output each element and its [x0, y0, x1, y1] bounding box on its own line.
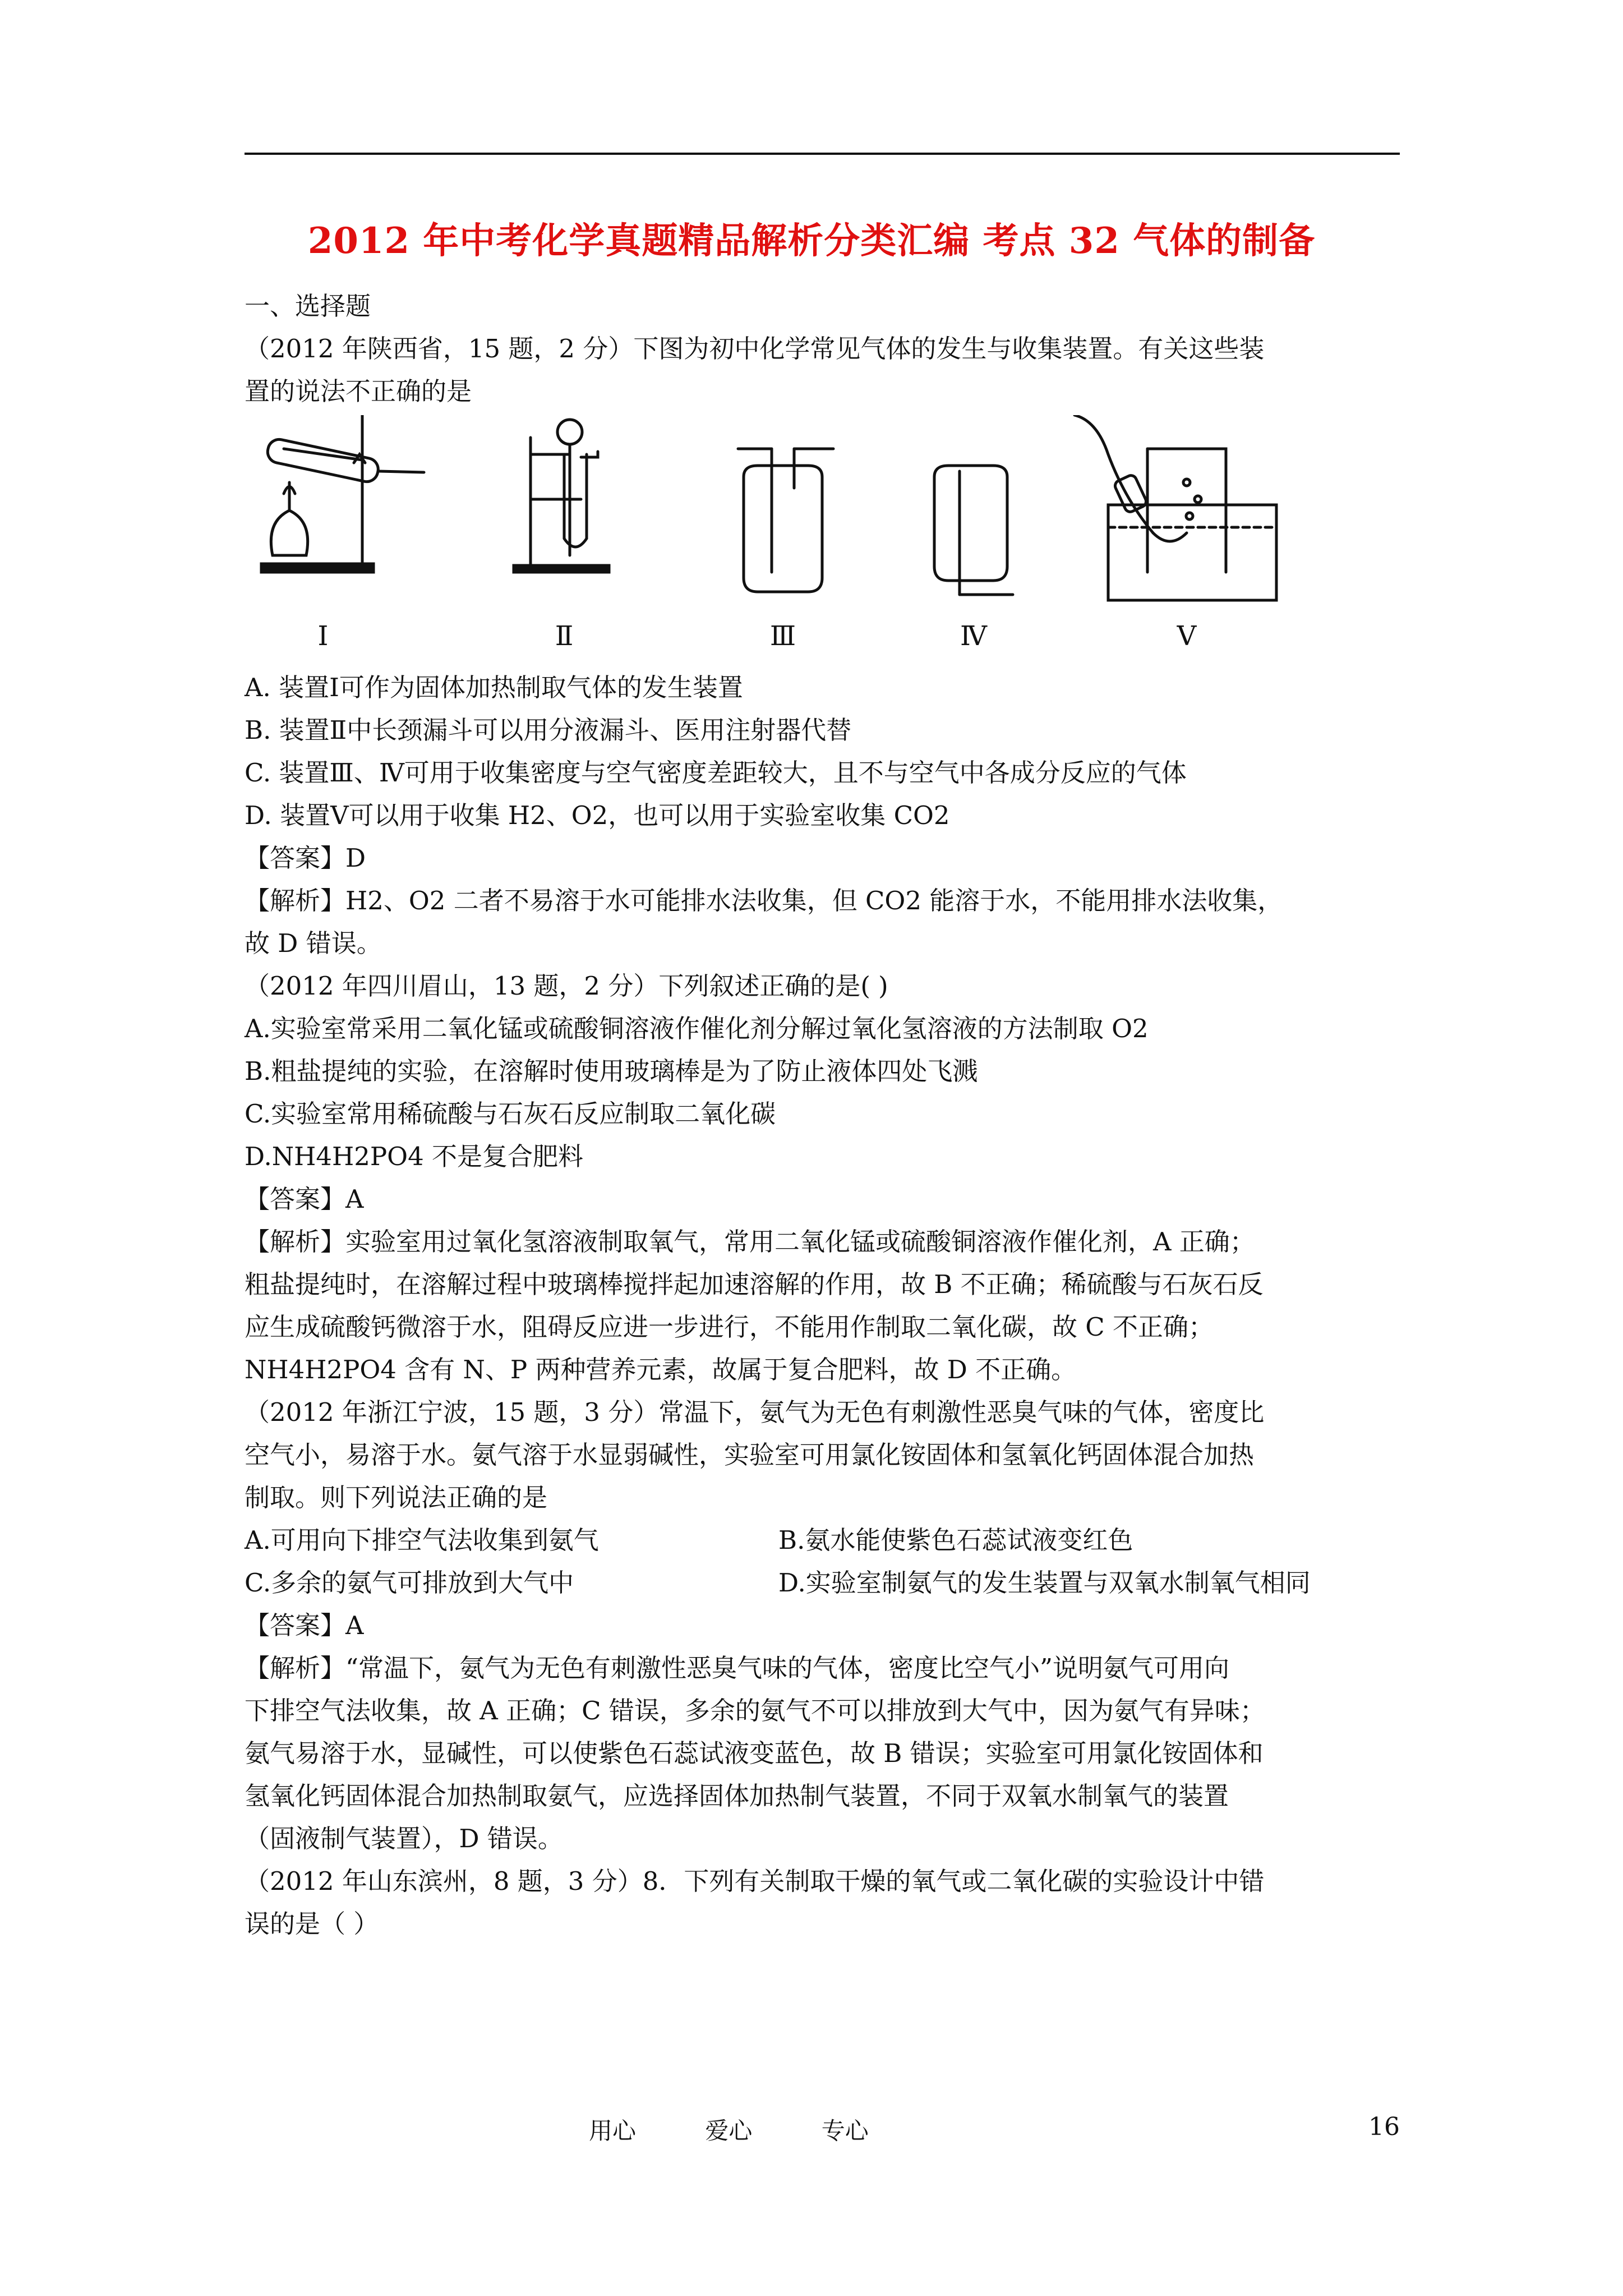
q3-analysis-line: 氨气易溶于水，显碱性，可以使紫色石蕊试液变蓝色，故 B 错误；实验室可用氯化铵固体和	[245, 1738, 1264, 1768]
q3-option-row	[245, 1519, 1400, 1562]
q3-analysis-line: 下排空气法收集，故 A 正确；C 错误，多余的氨气不可以排放到大气中，因为氨气有异味；	[245, 1696, 1265, 1726]
q4-line: 误的是（ ）	[245, 1909, 379, 1939]
q3-line: 制取。则下列说法正确的是	[245, 1483, 548, 1512]
q1-option: B. 装置Ⅱ中长颈漏斗可以用分液漏斗、医用注射器代替	[245, 715, 852, 745]
q2-option: D.NH4H2PO4 不是复合肥料	[245, 1142, 584, 1171]
q1-analysis-line: 故 D 错误。	[245, 928, 382, 958]
q2-analysis-line: 【解析】实验室用过氧化氢溶液制取氧气，常用二氧化锰或硫酸铜溶液作催化剂，A 正确；	[245, 1227, 1255, 1257]
apparatus-3-drawing	[738, 449, 833, 592]
apparatus-1-drawing	[261, 415, 424, 572]
q2-analysis-line: 应生成硫酸钙微溶于水，阻碍反应进一步进行，不能用作制取二氧化碳，故 C 不正确；	[245, 1312, 1214, 1342]
figure-label-3: Ⅲ	[769, 620, 796, 652]
q1-option: C. 装置Ⅲ、Ⅳ可用于收集密度与空气密度差距较大，且不与空气中各成分反应的气体	[245, 758, 1187, 788]
footer-motto: 用心 爱心 专心	[589, 2117, 869, 2145]
apparatus-figure	[245, 415, 1400, 662]
q3-option: A.可用向下排空气法收集到氨气	[245, 1525, 599, 1555]
figure-label-4: Ⅳ	[960, 620, 987, 652]
page-title: 2012 年中考化学真题精品解析分类汇编 考点 32 气体的制备	[307, 220, 1316, 262]
figure-label-5: Ⅴ	[1177, 620, 1197, 652]
q1-analysis-line: 【解析】H2、O2 二者不易溶于水可能排水法收集，但 CO2 能溶于水，不能用排水法收集，	[245, 886, 1283, 915]
q3-analysis-line: 氢氧化钙固体混合加热制取氨气，应选择固体加热制气装置，不同于双氧水制氧气的装置	[245, 1781, 1229, 1811]
apparatus-5-drawing	[1075, 415, 1276, 600]
q3-answer: 【答案】A	[245, 1611, 364, 1640]
q1-answer: 【答案】D	[245, 843, 366, 873]
q3-line: 空气小，易溶于水。氨气溶于水显弱碱性，实验室可用氯化铵固体和氢氧化钙固体混合加热	[245, 1440, 1255, 1470]
q3-option: D.实验室制氨气的发生装置与双氧水制氧气相同	[778, 1568, 1311, 1598]
q2-line: （2012 年四川眉山，13 题，2 分）下列叙述正确的是( )	[245, 971, 888, 1001]
q4-line: （2012 年山东滨州，8 题，3 分）8．下列有关制取干燥的氧气或二氧化碳的实验设计中错	[245, 1866, 1265, 1896]
apparatus-4-drawing	[934, 466, 1013, 595]
document-body	[245, 285, 1400, 1945]
q1-option: D. 装置Ⅴ可以用于收集 H2、O2，也可以用于实验室收集 CO2	[245, 800, 950, 830]
q2-answer: 【答案】A	[245, 1184, 364, 1214]
q2-option: A.实验室常采用二氧化锰或硫酸铜溶液作催化剂分解过氧化氢溶液的方法制取 O2	[245, 1014, 1149, 1043]
q3-option: B.氨水能使紫色石蕊试液变红色	[778, 1525, 1133, 1555]
q2-analysis-line: NH4H2PO4 含有 N、P 两种营养元素，故属于复合肥料，故 D 不正确。	[245, 1355, 1077, 1384]
figure-label-2: Ⅱ	[555, 620, 574, 652]
q3-analysis-line: （固液制气装置），D 错误。	[245, 1824, 563, 1853]
header-rule	[245, 153, 1400, 155]
q3-option: C.多余的氨气可排放到大气中	[245, 1568, 574, 1598]
q3-analysis-line: 【解析】“常温下，氨气为无色有刺激性恶臭气味的气体，密度比空气小”说明氨气可用向	[245, 1653, 1230, 1683]
page-number: 16	[1368, 2113, 1400, 2141]
section-heading: 一、选择题	[245, 291, 371, 321]
q3-line: （2012 年浙江宁波，15 题，3 分）常温下，氨气为无色有刺激性恶臭气味的气体，密度比	[245, 1397, 1265, 1427]
q1-line: （2012 年陕西省，15 题，2 分）下图为初中化学常见气体的发生与收集装置。有关这些装	[245, 334, 1265, 364]
apparatus-drawing	[245, 415, 1310, 662]
q1-line: 置的说法不正确的是	[245, 376, 472, 406]
q2-option: B.粗盐提纯的实验，在溶解时使用玻璃棒是为了防止液体四处飞溅	[245, 1056, 978, 1086]
figure-label-1: Ⅰ	[317, 620, 329, 652]
q1-option: A. 装置Ⅰ可作为固体加热制取气体的发生装置	[245, 673, 743, 702]
apparatus-2-drawing	[514, 420, 609, 572]
q2-analysis-line: 粗盐提纯时，在溶解过程中玻璃棒搅拌起加速溶解的作用，故 B 不正确；稀硫酸与石灰石反	[245, 1269, 1264, 1299]
q3-option-row	[245, 1562, 1400, 1604]
q2-option: C.实验室常用稀硫酸与石灰石反应制取二氧化碳	[245, 1099, 776, 1129]
